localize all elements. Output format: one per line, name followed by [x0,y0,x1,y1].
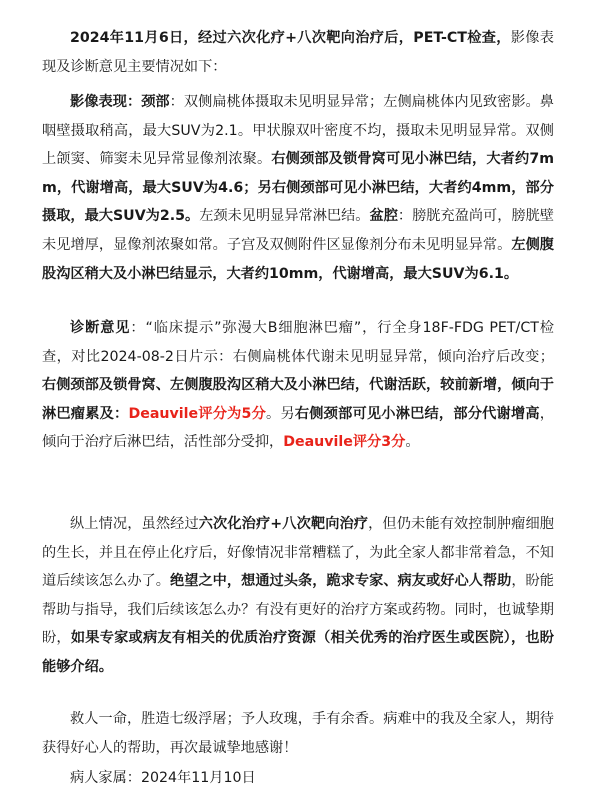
signature-text: 病人家属：2024年11月10日 [70,770,256,786]
imaging-paragraph [42,88,554,288]
appeal-bold-2: 绝望之中，想通过头条，跪求专家、病友或好心人帮助 [170,573,512,590]
diagnosis-text-2: 。另 [266,405,295,422]
appeal-bold-1: 六次化治疗+八次靶向治疗 [198,516,369,532]
appeal-text-3: ，盼能帮助与指导，我们后续该怎么办？有没有更好的治疗方案或药物。同时，也诚挚期盼， [42,573,554,647]
thanks-paragraph [42,705,554,762]
appeal-bold-3: 如果专家或病友有相关的优质治疗资源（相关优秀的治疗医生或医院），也盼能够介绍。 [42,630,554,675]
imaging-text-3: ：膀胱充盈尚可，膀胱壁未见增厚，显像剂浓聚如常。子宫及双侧附件区显像剂分布未见明显异常。 [42,208,554,253]
imaging-text-2: 左颈未见明显异常淋巴结。 [199,208,370,225]
signature-line [42,764,554,793]
intro-bold-text: 2024年11月6日，经过六次化疗+八次靶向治疗后，PET-CT检查， [70,30,511,46]
diagnosis-text-1: ：“临床提示”弥漫大B细胞淋巴瘤”，行全身18F-FDG PET/CT检查，对比2024-08-2日片示：右侧扁桃体代谢未见明显异常，倾向治疗后改变； [42,320,554,365]
thanks-text: 救人一命，胜造七级浮屠；予人玫瑰，手有余香。病难中的我及全家人，期待获得好心人的帮助，再次最诚挚地感谢！ [42,711,554,756]
deauville-score-3: Deauvile评分3分 [283,434,406,451]
diagnosis-bold-2: 右侧颈部可见小淋巴结，部分代谢增高 [294,405,540,422]
imaging-bold-2: 左侧腹股沟区稍大及小淋巴结显示，大者约10mm，代谢增高，最大SUV为6.1。 [42,236,554,282]
deauville-score-5: Deauvile评分为5分 [128,405,267,422]
pelvis-label: 盆腔 [369,208,398,225]
intro-paragraph [42,24,554,81]
diagnosis-bold-1: 右侧颈部及锁骨窝、左侧腹股沟区稍大及小淋巴结，代谢活跃，较前新增，倾向于淋巴瘤累及： [42,377,554,422]
imaging-bold-1: 右侧颈部及锁骨窝可见小淋巴结，大者约7mm，代谢增高，最大SUV为4.6；另右侧颈部可见小淋巴结，大者约4mm，部分摄取，最大SUV为2.5。 [42,151,554,225]
diagnosis-text-4: 。 [405,434,420,451]
appeal-paragraph [42,510,554,682]
neck-label: 颈部 [141,94,170,110]
diagnosis-text-3: ，倾向于治疗后淋巴结，活性部分受抑， [42,405,554,451]
diagnosis-label: 诊断意见 [70,320,131,336]
imaging-label: 影像表现： [70,94,142,110]
appeal-text-1: 纵上情况，虽然经过 [70,516,199,532]
appeal-text-2: ，但仍未能有效控制肿瘤细胞的生长，并且在停止化疗后，好像情况非常糟糕了，为此全家人都非常着急，不知道后续该怎么办了。 [42,516,554,590]
diagnosis-paragraph [42,314,554,457]
imaging-text-1: ：双侧扁桃体摄取未见明显异常；左侧扁桃体内见致密影。鼻咽壁摄取稍高，最大SUV为2.1。甲状腺双叶密度不均，摄取未见明显异常。双侧上颌窦、筛窦未见异常显像剂浓聚。 [42,94,554,168]
intro-rest-text: 影像表现及诊断意见主要情况如下： [42,30,554,75]
